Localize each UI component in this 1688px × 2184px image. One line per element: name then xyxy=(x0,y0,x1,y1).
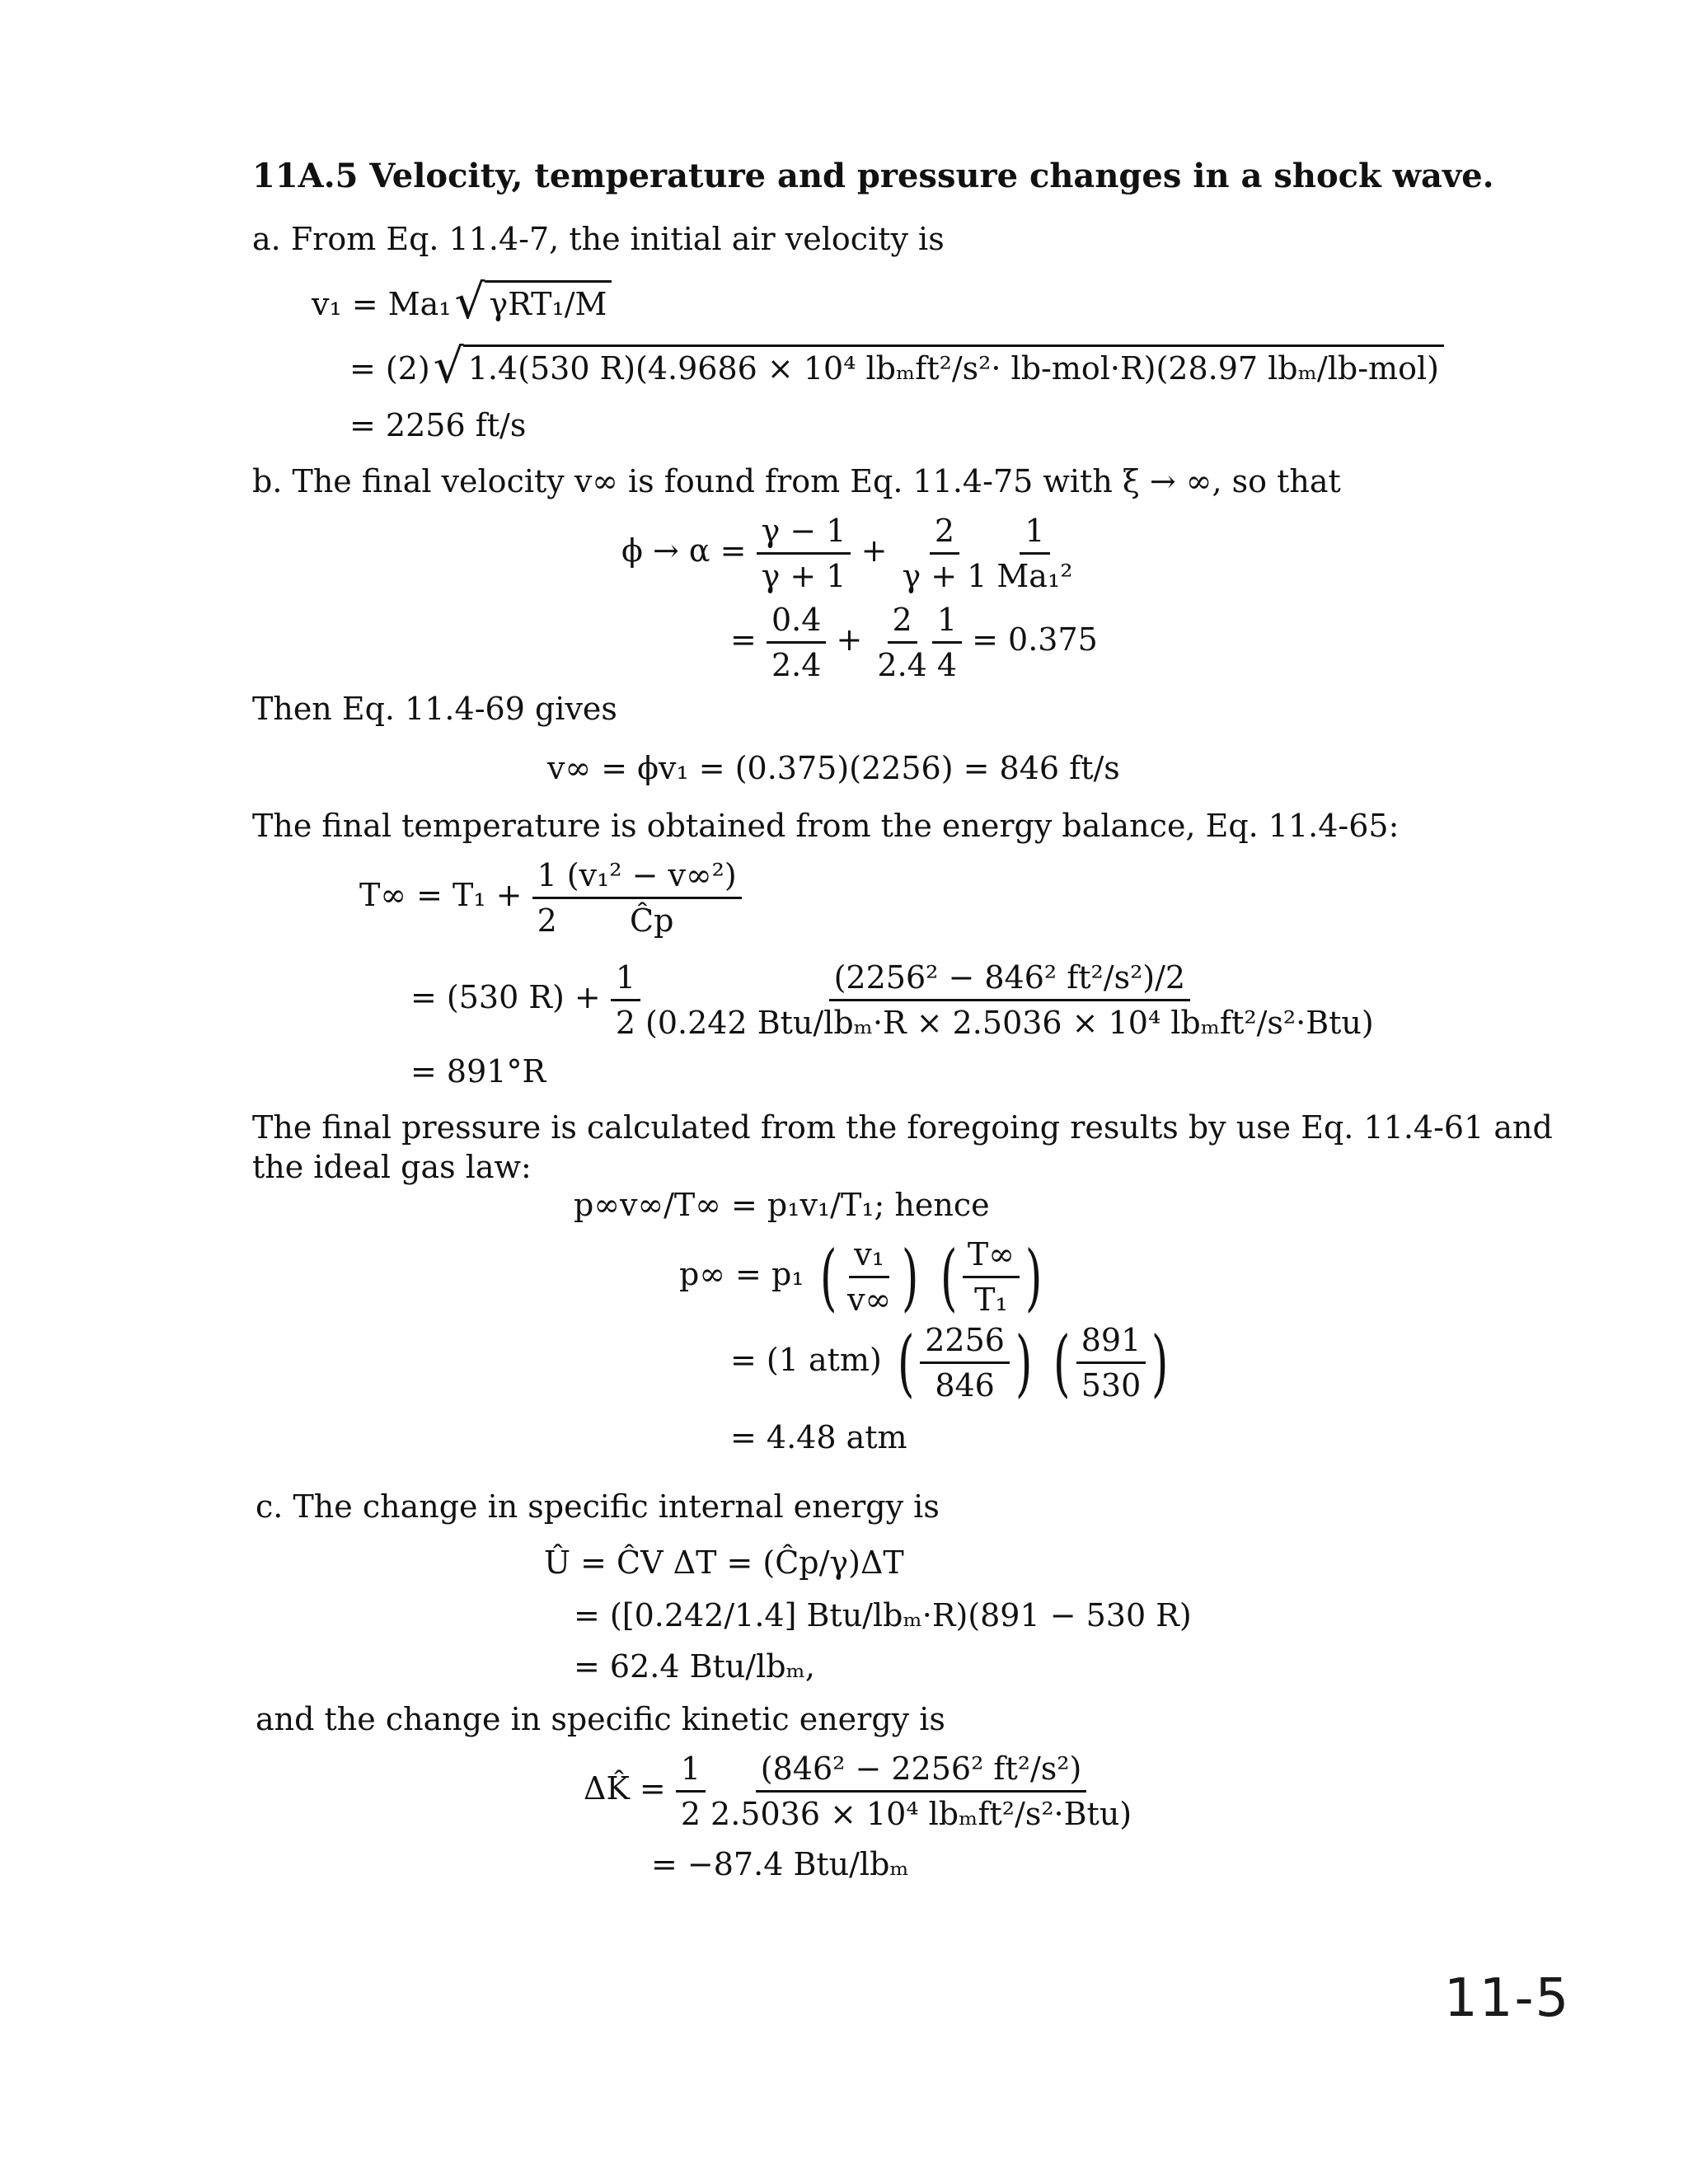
frac-den: 2 xyxy=(680,1796,701,1832)
phi-result: = 0.375 xyxy=(972,621,1098,658)
pressure-intro-line-2: the ideal gas law: xyxy=(252,1149,532,1185)
eq-pressure-relation: p∞v∞/T∞ = p₁v₁/T₁; hence xyxy=(574,1187,990,1223)
page-number: 11-5 xyxy=(1444,1968,1571,2029)
fraction-numeric-2 xyxy=(872,602,931,683)
eq-v1-lhs: v₁ = Ma₁ xyxy=(312,286,452,322)
frac-den: 2.5036 × 10⁴ lbₘft²/s²·Btu) xyxy=(710,1796,1132,1832)
then-text: Then Eq. 11.4-69 gives xyxy=(252,691,617,727)
kinetic-energy-intro: and the change in specific kinetic energy is xyxy=(256,1701,945,1737)
frac-den: γ + 1 xyxy=(902,558,987,594)
temperature-intro: The final temperature is obtained from the energy balance, Eq. 11.4-65: xyxy=(252,808,1400,844)
frac-num: 2 xyxy=(930,513,959,555)
pressure-intro-line-1: The final pressure is calculated from the foregoing results by use Eq. 11.4-61 and xyxy=(252,1109,1553,1146)
sqrt-symbol-2: √ 1.4(530 R)(4.9686 × 10⁴ lbₘft²/s²· lb-mol·R)(28.97 lbₘ/lb-mol) xyxy=(430,344,1444,387)
equals-sign: = xyxy=(730,621,757,658)
eq-phi-numeric xyxy=(730,602,1098,683)
fraction-one-half xyxy=(611,959,640,1041)
eq-v1-numeric-radicand: 1.4(530 R)(4.9686 × 10⁴ lbₘft²/s²· lb-mol·R)(28.97 lbₘ/lb-mol) xyxy=(463,344,1444,387)
frac-num: 891 xyxy=(1076,1322,1146,1364)
frac-den: v∞ xyxy=(846,1282,892,1318)
eq-vinf: v∞ = ϕv₁ = (0.375)(2256) = 846 ft/s xyxy=(547,750,1120,786)
frac-den: 846 xyxy=(935,1367,995,1404)
fraction-one-half xyxy=(532,857,562,939)
eq-tinf-lhs: T∞ = T₁ + xyxy=(359,877,523,913)
frac-den: 2 xyxy=(537,902,557,939)
frac-num: 1 xyxy=(611,959,640,1001)
eq-internal-energy-result: = 62.4 Btu/lbₘ, xyxy=(574,1648,815,1685)
frac-num: 1 xyxy=(532,857,562,899)
eq-tinf-symbolic xyxy=(359,857,742,939)
frac-num: 1 xyxy=(932,602,962,644)
frac-den: 4 xyxy=(936,647,958,683)
frac-num: (2256² − 846² ft²/s²)/2 xyxy=(829,959,1191,1001)
frac-num: (v₁² − v∞²) xyxy=(562,857,742,899)
eq-v1-result: = 2256 ft/s xyxy=(349,407,527,443)
frac-num: γ − 1 xyxy=(757,513,851,555)
fraction-one-over-mach xyxy=(992,513,1077,594)
eq-internal-energy-numeric: = ([0.242/1.4] Btu/lbₘ·R)(891 − 530 R) xyxy=(574,1597,1192,1633)
frac-num: v₁ xyxy=(849,1236,889,1278)
frac-den: 530 xyxy=(1081,1367,1142,1404)
frac-den: 2.4 xyxy=(771,647,822,683)
frac-den: Ma₁² xyxy=(996,558,1073,594)
frac-den: Ĉp xyxy=(630,902,674,939)
plus-sign: + xyxy=(860,532,888,569)
fraction-two-over-gamma xyxy=(898,513,992,594)
frac-den: 2 xyxy=(615,1005,635,1041)
part-a-intro: a. From Eq. 11.4-7, the initial air velocity is xyxy=(252,221,945,257)
fraction-energy-balance xyxy=(640,959,1379,1041)
eq-kinetic-lhs: ΔK̂ = xyxy=(584,1770,666,1807)
eq-internal-energy: Û = ĈV ΔT = (Ĉp/γ)ΔT xyxy=(544,1544,904,1581)
frac-num: (846² − 2256² ft²/s²) xyxy=(756,1750,1087,1793)
eq-v1-numeric-prefix: = (2) xyxy=(349,350,430,387)
fraction-gamma-ratio xyxy=(757,513,851,594)
eq-pinf-lhs: p∞ = p₁ xyxy=(679,1256,804,1292)
fraction-velocity-ratio xyxy=(842,1236,896,1318)
frac-num: 1 xyxy=(676,1750,706,1793)
fraction-kinetic xyxy=(706,1750,1137,1832)
eq-v1-definition xyxy=(312,274,612,330)
eq-kinetic-result: = −87.4 Btu/lbₘ xyxy=(651,1846,909,1882)
eq-v1-radicand: γRT₁/M xyxy=(485,280,612,322)
eq-pinf-result: = 4.48 atm xyxy=(730,1419,907,1455)
part-c-intro: c. The change in specific internal energy is xyxy=(256,1488,940,1525)
fraction-891-530 xyxy=(1076,1322,1146,1404)
fraction-2256-846 xyxy=(920,1322,1010,1404)
plus-sign: + xyxy=(836,621,863,658)
frac-den: 2.4 xyxy=(877,647,927,683)
sqrt-symbol-1: √ γRT₁/M xyxy=(452,280,612,322)
eq-phi-lhs: ϕ → α = xyxy=(621,532,747,569)
fraction-temperature-ratio xyxy=(963,1236,1020,1318)
frac-den: (0.242 Btu/lbₘ·R × 2.5036 × 10⁴ lbₘft²/s²·Btu) xyxy=(645,1005,1374,1041)
eq-pinf-numeric: = (1 atm) ( $\frac{2256}{846}$ ) ( $\frac{891}{530}$ ) xyxy=(730,1319,1169,1405)
frac-num: 1 xyxy=(1020,513,1049,555)
fraction-numeric-3 xyxy=(932,602,962,683)
frac-num: 2 xyxy=(888,602,917,644)
eq-tinf-numeric-prefix: = (530 R) + xyxy=(410,979,601,1015)
eq-tinf-result: = 891°R xyxy=(410,1053,546,1090)
frac-num: 0.4 xyxy=(767,602,826,644)
fraction-one-half xyxy=(676,1750,706,1832)
frac-den: γ + 1 xyxy=(761,558,846,594)
eq-phi-alpha xyxy=(621,513,1077,594)
frac-den: T₁ xyxy=(974,1282,1008,1318)
eq-tinf-numeric xyxy=(410,959,1379,1041)
fraction-velocity-over-cp xyxy=(562,857,742,939)
part-b-intro: b. The final velocity v∞ is found from Eq. 11.4-75 with ξ → ∞, so that xyxy=(252,463,1341,499)
eq-v1-numeric xyxy=(349,338,1444,394)
eq-pinf-numeric-prefix: = (1 atm) xyxy=(730,1342,882,1378)
eq-pinf-symbolic: p∞ = p₁ ( $\frac{\text{v₁}}{v\infty}$ ) ( $\frac{T\infty}{\text{T₁}}$ ) xyxy=(679,1234,1043,1319)
frac-num: 2256 xyxy=(920,1322,1010,1364)
fraction-numeric-1 xyxy=(767,602,826,683)
problem-title: 11A.5 Velocity, temperature and pressure changes in a shock wave. xyxy=(252,157,1494,195)
eq-kinetic-energy xyxy=(584,1750,1137,1832)
frac-num: T∞ xyxy=(963,1236,1020,1278)
